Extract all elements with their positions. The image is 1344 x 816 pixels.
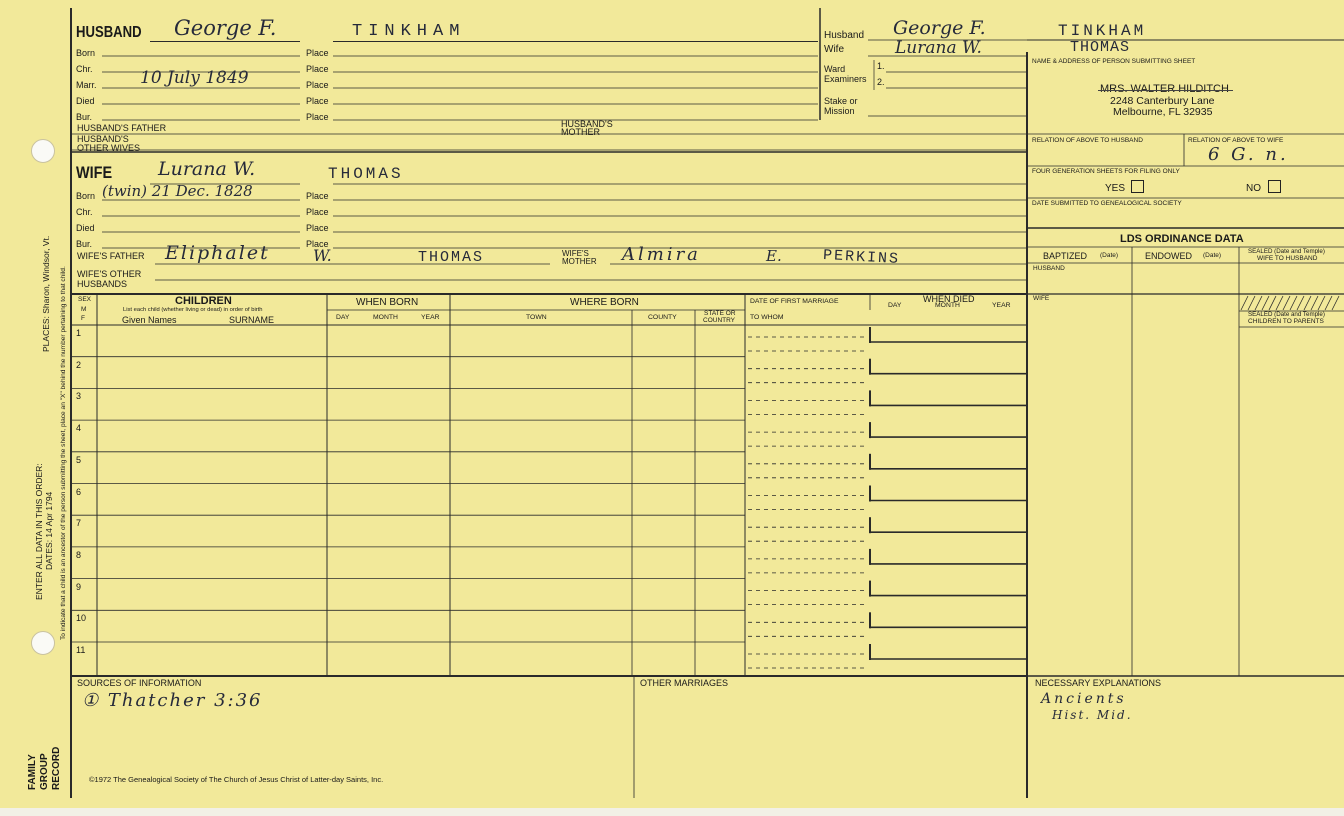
yes-checkbox[interactable] <box>1131 180 1144 193</box>
wife-given-name: Lurana W. <box>158 158 256 180</box>
child-row-number: 5 <box>76 454 82 465</box>
enter-data-instruction: ENTER ALL DATA IN THIS ORDER: <box>34 463 44 600</box>
born-year-header: YEAR <box>421 314 440 321</box>
born-day-header: DAY <box>336 314 350 321</box>
wife-mother-given: Almira <box>622 244 701 265</box>
wife-surname: THOMAS <box>328 165 404 183</box>
died-month-header: MONTH <box>935 302 960 309</box>
where-born-header: WHERE BORN <box>570 297 639 308</box>
died-year-header: YEAR <box>992 302 1011 309</box>
place-label: Place <box>306 191 329 201</box>
summary-wife-label: Wife <box>824 44 844 55</box>
country-header: COUNTRY <box>703 317 736 324</box>
place-label: Place <box>306 223 329 233</box>
wife-born-label: Born <box>76 191 96 201</box>
wife-heading: WIFE <box>76 163 113 182</box>
wife-father-surname: THOMAS <box>418 249 485 266</box>
town-header: TOWN <box>526 314 547 321</box>
summary-husband-given: George F. <box>893 17 986 39</box>
wife-bur-label: Bur. <box>76 239 93 249</box>
ancestor-instruction: To indicate that a child is an ancestor of the person submitting the sheet, place an "X" behind the number pertaining to that child. <box>60 266 67 640</box>
endowed-header: ENDOWED <box>1145 251 1192 261</box>
sources-label: SOURCES OF INFORMATION <box>77 678 202 688</box>
sex-header: SEX <box>78 296 92 303</box>
husband-marriage-date: 10 July 1849 <box>140 68 249 88</box>
form-title-line2: GROUP <box>39 753 50 790</box>
submitter-street: 2248 Canterbury Lane <box>1110 95 1215 107</box>
relation-to-wife-value: 6 G. n. <box>1208 144 1289 165</box>
relation-to-wife-label: RELATION OF ABOVE TO WIFE <box>1188 137 1284 144</box>
wife-other-husbands-label: WIFE'S OTHER HUSBANDS <box>77 269 142 289</box>
summary-wife-surname: THOMAS <box>1070 39 1131 56</box>
ward-label: Ward <box>824 64 846 74</box>
form-title-line3: RECORD <box>51 746 62 790</box>
child-row-number: 11 <box>76 645 86 655</box>
summary-husband-label: Husband <box>824 30 865 41</box>
sex-f: F <box>81 315 85 322</box>
no-label: NO <box>1246 183 1261 194</box>
yes-label: YES <box>1105 183 1126 194</box>
children-list-note: List each child (whether living or dead) in order of birth <box>123 307 263 313</box>
husband-mother-label: HUSBAND'S MOTHER <box>561 119 613 137</box>
place-label: Place <box>306 239 329 249</box>
date-submitted-label: DATE SUBMITTED TO GENEALOGICAL SOCIETY <box>1032 200 1182 207</box>
summary-husband-surname: TINKHAM <box>1058 22 1147 40</box>
husband-heading: HUSBAND <box>76 24 142 41</box>
child-row-number: 8 <box>76 549 82 560</box>
baptized-date-label: (Date) <box>1100 252 1119 259</box>
child-row-number: 10 <box>76 613 87 624</box>
county-header: COUNTY <box>648 314 677 321</box>
when-died-header: WHEN DIED <box>923 294 975 304</box>
baptized-header: BAPTIZED <box>1043 251 1088 261</box>
mission-label: Mission <box>824 106 855 116</box>
summary-wife-given: Lurana W. <box>895 38 982 58</box>
husband-bur-label: Bur. <box>76 112 93 122</box>
lds-ordinance-title: LDS ORDINANCE DATA <box>1120 233 1244 245</box>
first-marriage-header: DATE OF FIRST MARRIAGE <box>750 298 839 305</box>
endowed-date-label: (Date) <box>1203 252 1222 259</box>
wife-born-date: (twin) 21 Dec. 1828 <box>102 182 253 200</box>
child-row-number: 2 <box>76 359 82 370</box>
husband-surname: TINKHAM <box>352 22 466 41</box>
explanations-label: NECESSARY EXPLANATIONS <box>1035 678 1162 688</box>
husband-chr-label: Chr. <box>76 64 93 74</box>
to-whom-header: TO WHOM <box>750 314 784 321</box>
relation-to-husband-label: RELATION OF ABOVE TO HUSBAND <box>1032 137 1143 144</box>
stake-label: Stake or <box>824 96 858 106</box>
sources-value: ① Thatcher 3:36 <box>82 690 263 711</box>
wife-father-given: Eliphalet <box>165 242 270 264</box>
other-marriages-label: OTHER MARRIAGES <box>640 678 729 688</box>
surname-header: SURNAME <box>229 315 275 325</box>
sex-m: M <box>81 306 87 313</box>
child-row-number: 1 <box>76 328 82 338</box>
explanation-line-2: Hist. Mid. <box>1052 708 1133 722</box>
child-row-number: 4 <box>76 423 82 434</box>
born-month-header: MONTH <box>373 314 398 321</box>
husband-other-wives-label: HUSBAND'S OTHER WIVES <box>77 134 141 153</box>
no-checkbox[interactable] <box>1268 180 1281 193</box>
examiner-2-label: 2. <box>877 77 885 87</box>
sealed-wife-husband-label: SEALED (Date and Temple) <box>1248 248 1325 255</box>
place-label: Place <box>306 112 329 122</box>
wife-father-label: WIFE'S FATHER <box>77 251 145 261</box>
four-generation-label: FOUR GENERATION SHEETS FOR FILING ONLY <box>1032 168 1180 175</box>
children-header: CHILDREN <box>175 295 232 307</box>
dates-instruction-text: DATES: 14 Apr 1794 <box>44 491 54 570</box>
when-born-header: WHEN BORN <box>356 297 419 308</box>
wife-chr-label: Chr. <box>76 207 93 217</box>
wife-mother-label: WIFE'S MOTHER <box>562 249 597 266</box>
copyright-notice: ©1972 The Genealogical Society of The Church of Jesus Christ of Latter-day Saints, Inc. <box>89 775 384 784</box>
submitter-city: Melbourne, FL 32935 <box>1113 106 1213 118</box>
place-label: Place <box>306 207 329 217</box>
wife-mother-middle: E. <box>766 247 782 265</box>
sealed-wife-husband-label-2: WIFE TO HUSBAND <box>1257 255 1318 262</box>
lds-wife-label: WIFE <box>1033 295 1050 302</box>
given-names-header: Given Names <box>122 315 177 325</box>
place-label: Place <box>306 96 329 106</box>
examiner-1-label: 1. <box>877 61 885 71</box>
child-row-number: 7 <box>76 518 82 529</box>
form-title-line1: FAMILY <box>27 754 38 790</box>
wife-mother-surname: PERKINS <box>822 246 901 269</box>
husband-marr-label: Marr. <box>76 80 97 90</box>
husband-father-label: HUSBAND'S FATHER <box>77 123 167 133</box>
wife-died-label: Died <box>76 223 95 233</box>
places-instruction: PLACES: Sharon, Windsor, Vt. <box>41 235 51 352</box>
submitter-label: NAME & ADDRESS OF PERSON SUBMITTING SHEET <box>1032 58 1196 65</box>
place-label: Place <box>306 80 329 90</box>
child-row-number: 9 <box>76 581 82 592</box>
husband-born-label: Born <box>76 48 96 58</box>
child-row-number: 3 <box>76 391 82 402</box>
sealed-children-label: SEALED (Date and Temple) <box>1248 311 1325 318</box>
husband-given-name: George F. <box>174 16 277 40</box>
place-label: Place <box>306 48 329 58</box>
child-row-number: 6 <box>76 486 82 497</box>
explanation-line-1: Ancients <box>1041 691 1127 707</box>
lds-husband-label: HUSBAND <box>1033 265 1065 272</box>
sealed-children-label-2: CHILDREN TO PARENTS <box>1248 318 1324 325</box>
submitter-name: MRS. WALTER HILDITCH <box>1100 83 1229 95</box>
wife-father-middle: W. <box>313 246 332 265</box>
husband-died-label: Died <box>76 96 95 106</box>
place-label: Place <box>306 64 329 74</box>
examiners-label: Examiners <box>824 74 867 84</box>
state-header: STATE OR <box>704 310 736 317</box>
died-day-header: DAY <box>888 302 902 309</box>
